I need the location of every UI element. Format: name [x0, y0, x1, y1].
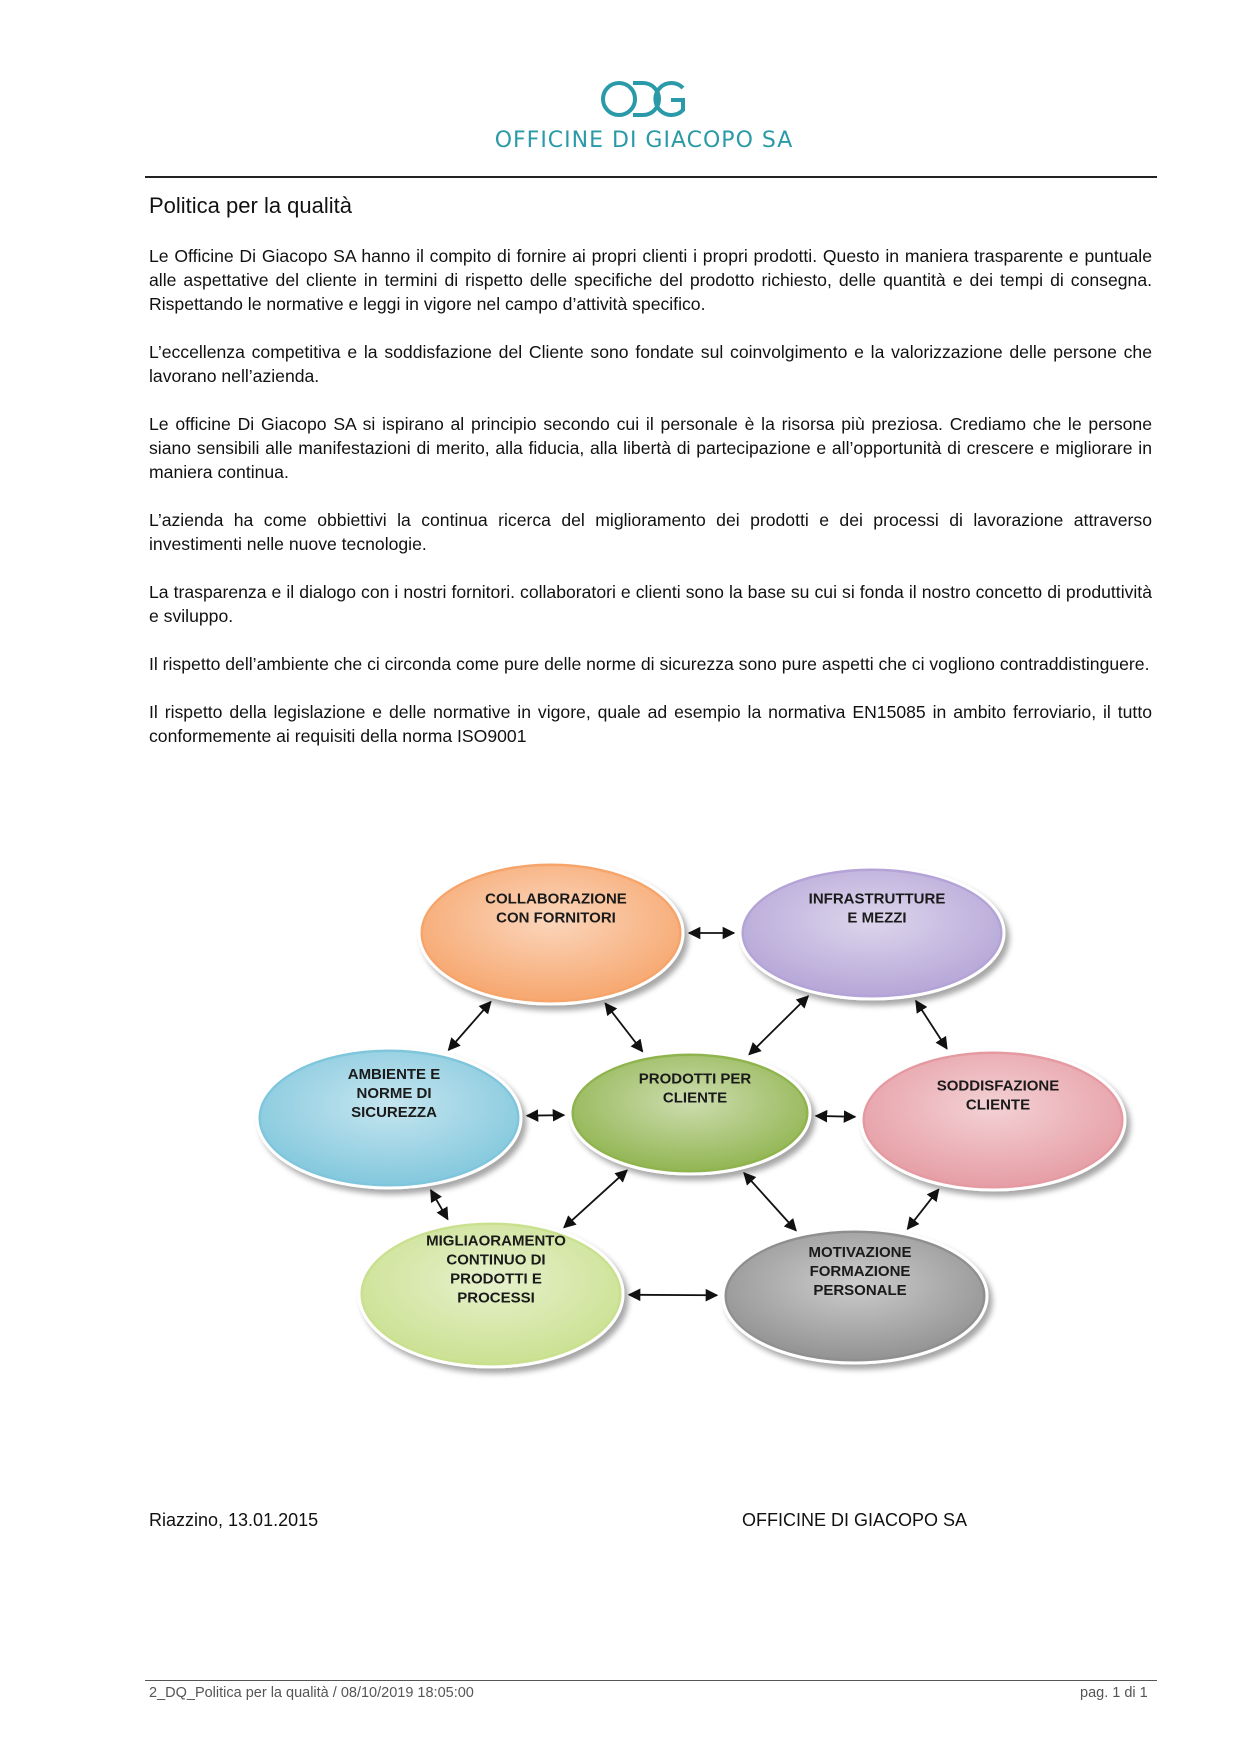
link-arrow-infrastrutture-prodotti [749, 996, 808, 1054]
footer-divider [145, 1680, 1157, 1681]
paragraph: L’azienda ha come obbiettivi la continua ricerca del miglioramento dei prodotti e dei processi di lavorazione attraverso investimenti nelle nuove tecnologie. [149, 510, 1152, 554]
link-arrow-collaborazione-ambiente [449, 1002, 491, 1050]
node-infrastrutture [740, 867, 1004, 999]
node-label-line: PRODOTTI PER [638, 1070, 752, 1088]
page-title: Politica per la qualità [149, 193, 353, 218]
quality-diagram-svg [240, 842, 1160, 1402]
node-label-line: INFRASTRUTTURE [808, 890, 946, 908]
node-highlight [865, 1054, 1121, 1186]
node-label-line: CON FORNITORI [496, 909, 616, 927]
link-arrow-prodotti-motivazione [744, 1173, 796, 1231]
node-motivazione [723, 1229, 987, 1363]
node-label-line: SODDISFAZIONE [936, 1077, 1060, 1095]
node-label-line: CLIENTE [662, 1089, 728, 1107]
node-label-line: MOTIVAZIONE [808, 1244, 912, 1261]
node-label-line: CONTINUO DI [446, 1251, 546, 1269]
paragraph: L’eccellenza competitiva e la soddisfazione del Cliente sono fondate sul coinvolgimento e la valorizzazione delle persone che lavorano nell’azienda. [149, 342, 1152, 386]
link-arrow-ambiente-prodotti [527, 1115, 564, 1116]
paragraph: La trasparenza e il dialogo con i nostri fornitori. collaboratori e clienti sono la base su cui si fonda il nostro concetto di produttività e sviluppo. [149, 582, 1152, 626]
node-label-line: AMBIENTE E [347, 1066, 441, 1083]
link-arrow-infrastrutture-soddisfazione [916, 1001, 947, 1049]
node-ambiente [257, 1048, 521, 1188]
node-prodotti [570, 1052, 810, 1174]
logo-company-name: OFFICINE DI GIACOPO SA [494, 128, 794, 153]
node-miglioramento [359, 1221, 623, 1367]
node-highlight [423, 866, 679, 1000]
node-label-line: MIGLIAORAMENTO [426, 1232, 566, 1250]
footer-file-info: 2_DQ_Politica per la qualità / 08/10/2019 18:05:00 [149, 1685, 474, 1701]
link-arrow-prodotti-miglioramento [564, 1170, 627, 1227]
node-label-line: CLIENTE [965, 1096, 1031, 1114]
link-arrow-ambiente-miglioramento [431, 1190, 448, 1219]
node-label-line: COLLABORAZIONE [485, 890, 627, 908]
paragraph: Le officine Di Giacopo SA si ispirano al principio secondo cui il personale è la risorsa più preziosa. Crediamo che le persone siano sensibili alle manifestazioni di merito, alla fiducia, alla libertà di partecipazione e all’opportunità di crescere e migliorare in maniera continua. [149, 414, 1152, 482]
node-label-line: E MEZZI [847, 909, 907, 927]
place-date: Riazzino, 13.01.2015 [149, 1510, 319, 1530]
paragraph: Il rispetto della legislazione e delle normative in vigore, quale ad esempio la normativa EN15085 in ambito ferroviario, il tutto conformemente ai requisiti della norma ISO9001 [149, 702, 1152, 746]
company-logo [484, 76, 804, 156]
link-arrow-prodotti-soddisfazione [816, 1116, 855, 1117]
node-label-line: PRODOTTI E [450, 1270, 542, 1288]
paragraph: Le Officine Di Giacopo SA hanno il compito di fornire ai propri clienti i propri prodotti. Questo in maniera trasparente e puntuale alle aspettative del cliente in termini di rispetto delle specifiche del prodotto richiesto, delle quantità e dei tempi di consegna. Rispettando le normative e leggi in vigore nel campo d’attività specifico. [149, 246, 1152, 314]
policy-text [149, 244, 1152, 772]
odg-monogram-icon [599, 76, 689, 122]
signature-company: OFFICINE DI GIACOPO SA [742, 1510, 968, 1530]
node-label-line: FORMAZIONE [809, 1263, 911, 1280]
node-label-line: NORME DI [356, 1085, 432, 1102]
node-label-line: SICUREZZA [351, 1104, 437, 1121]
header-divider [145, 176, 1157, 178]
node-collaborazione [419, 862, 683, 1004]
quality-diagram [240, 842, 1160, 1402]
link-arrow-soddisfazione-motivazione [908, 1189, 939, 1229]
footer-page-number: pag. 1 di 1 [1080, 1685, 1148, 1701]
node-soddisfazione [861, 1050, 1125, 1190]
node-label-line: PROCESSI [457, 1289, 535, 1307]
paragraph: Il rispetto dell’ambiente che ci circonda come pure delle norme di sicurezza sono pure aspetti che ci vogliono contraddistinguere. [149, 654, 1150, 674]
node-label-line: PERSONALE [813, 1282, 907, 1299]
link-arrow-collaborazione-prodotti [605, 1003, 642, 1051]
